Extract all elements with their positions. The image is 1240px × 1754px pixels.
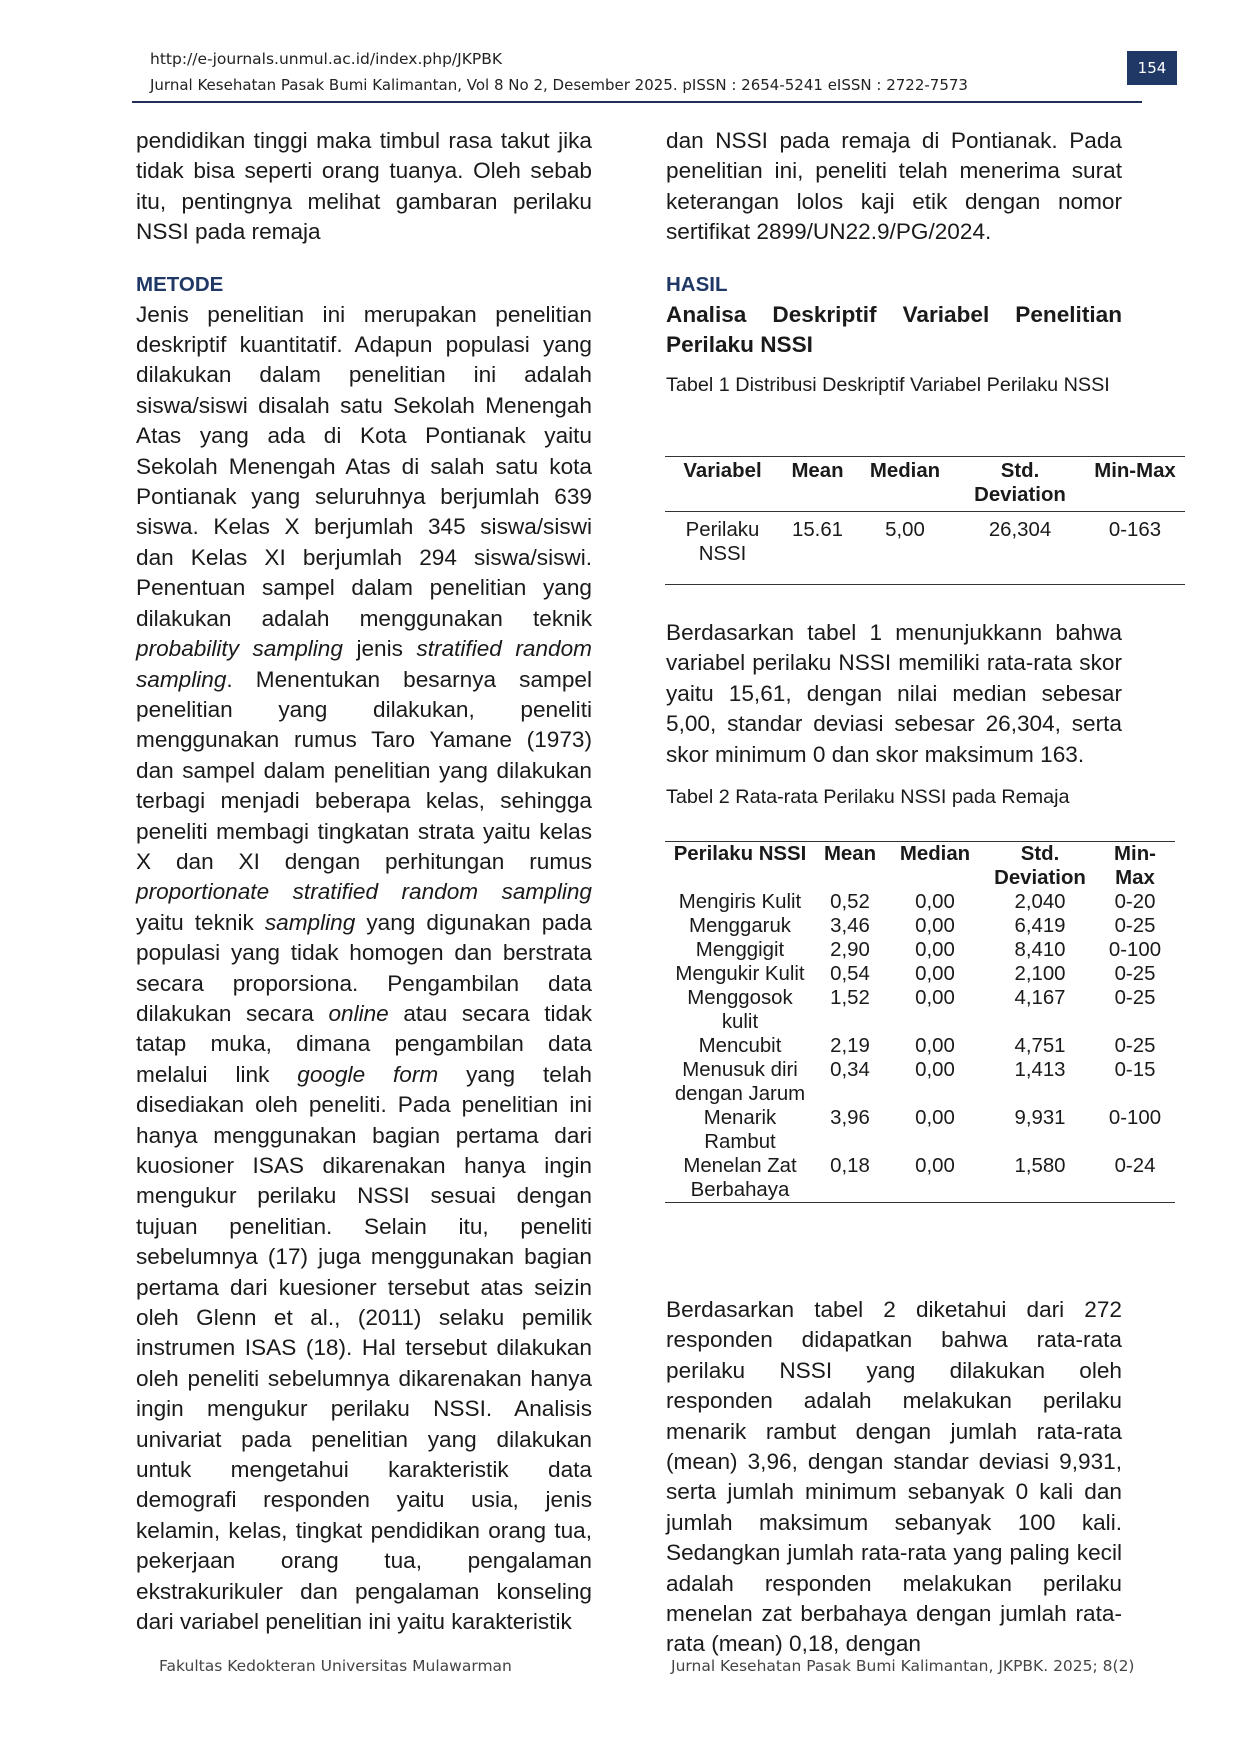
table-row: [665, 512, 1185, 585]
table-cell: 0-100: [1108, 1107, 1162, 1129]
ethics-paragraph: dan NSSI pada remaja di Pontianak. Pada penelitian ini, peneliti telah menerima surat keterangan lolos kaji etik dengan nomor sertifikat 2899/UN22.9/PG/2024.: [666, 128, 1122, 245]
table2-description: Berdasarkan tabel 2 diketahui dari 272 responden didapatkan bahwa rata-rata perilaku NSSI yang dilakukan oleh responden adalah melakukan perilaku menarik rambut dengan jumlah rata-rata (mean) 3,96, dengan standar deviasi 9,931, serta jumlah minimum sebanyak 0 kali dan jumlah maksimum sebanyak 100 kali. Sedangkan jumlah rata-rata yang paling kecil adalah responden melakukan perilaku menelan zat berbahaya dengan jumlah rata-rata (mean) 0,18, dengan: [666, 1297, 1122, 1657]
table-cell: 0-24: [1114, 1155, 1156, 1177]
table-cell: 1,580: [1014, 1155, 1066, 1177]
table1-header-cell: Variabel: [683, 460, 762, 482]
table-cell: Menggosok kulit: [687, 987, 793, 1033]
table-cell: 0,00: [915, 987, 955, 1009]
table-row: [665, 1154, 1175, 1203]
table-cell: 0-25: [1114, 1035, 1156, 1057]
table-cell: 0,00: [915, 963, 955, 985]
journal-citation: Jurnal Kesehatan Pasak Bumi Kalimantan, Vol 8 No 2, Desember 2025. pISSN : 2654-5241 eISSN : 2722-7573: [150, 76, 968, 94]
table-cell: 0-25: [1114, 987, 1156, 1009]
table2-header-cell: Std. Deviation: [994, 843, 1086, 889]
table-cell: 0-100: [1108, 939, 1162, 961]
table-cell: 4,751: [1014, 1035, 1066, 1057]
metode-heading: METODE: [136, 272, 224, 296]
table-cell: 0-20: [1114, 891, 1156, 913]
table-cell: 0,00: [915, 1059, 955, 1081]
table-cell: 0-25: [1114, 963, 1156, 985]
hasil-heading: HASIL: [666, 272, 728, 296]
table2-header-row: [665, 842, 1175, 891]
table-row: [665, 890, 1175, 914]
table-cell: 15.61: [791, 519, 844, 541]
left-column: [136, 126, 592, 1638]
table-2: [665, 841, 1175, 1203]
table1-caption: Tabel 1 Distribusi Deskriptif Variabel Perilaku NSSI: [666, 374, 1110, 397]
table-cell: Perilaku NSSI: [685, 519, 760, 565]
table1-header-row: [665, 457, 1185, 512]
table-cell: 0-15: [1114, 1059, 1156, 1081]
results-subheading: Analisa Deskriptif Variabel Penelitian Perilaku NSSI: [666, 301, 1122, 358]
table-cell: 1,413: [1014, 1059, 1066, 1081]
table-cell: 0,00: [915, 891, 955, 913]
table-cell: Menggaruk: [688, 915, 791, 937]
table-cell: 4,167: [1014, 987, 1066, 1009]
table1-header-cell: Mean: [791, 460, 844, 482]
table-cell: 9,931: [1014, 1107, 1066, 1129]
page-number: 154: [1137, 59, 1167, 77]
table-cell: Menarik Rambut: [703, 1107, 777, 1153]
right-column-bottom: [666, 1295, 1122, 1660]
table1-header-cell: Std. Deviation: [974, 460, 1066, 506]
right-column-middle: [666, 618, 1122, 811]
intro-paragraph: pendidikan tinggi maka timbul rasa takut jika tidak bisa seperti orang tuanya. Oleh sebab itu, pentingnya melihat gambaran perilaku NSSI pada remaja: [136, 128, 592, 245]
table-cell: 0,00: [915, 1107, 955, 1129]
table-cell: Menggigit: [695, 939, 785, 961]
table-cell: 3,96: [830, 1107, 870, 1129]
page-number-badge: [1127, 51, 1177, 85]
table2-caption: Tabel 2 Rata-rata Perilaku NSSI pada Remaja: [666, 786, 1070, 809]
table-cell: 0-25: [1114, 915, 1156, 937]
table-cell: 0,52: [830, 891, 870, 913]
table-cell: Mencubit: [698, 1035, 782, 1057]
table-cell: Menelan Zat Berbahaya: [683, 1155, 797, 1201]
table2-header-cell: Min-Max: [1114, 843, 1156, 889]
table-cell: Menusuk diri dengan Jarum: [674, 1059, 806, 1105]
table2-header-cell: Median: [899, 843, 971, 865]
table1-header-cell: Median: [869, 460, 941, 482]
table-cell: Mengiris Kulit: [678, 891, 802, 913]
table-cell: 0,00: [915, 1155, 955, 1177]
table-cell: 2,100: [1014, 963, 1066, 985]
table-cell: Mengukir Kulit: [675, 963, 805, 985]
footer-faculty: Fakultas Kedokteran Universitas Mulawarman: [159, 1657, 512, 1675]
table-1: [665, 456, 1185, 585]
table-cell: 3,46: [830, 915, 870, 937]
table-cell: 26,304: [988, 519, 1052, 541]
table-row: [665, 962, 1175, 986]
table-cell: 2,19: [830, 1035, 870, 1057]
table-cell: 0,54: [830, 963, 870, 985]
table-cell: 2,040: [1014, 891, 1066, 913]
table-cell: 2,90: [830, 939, 870, 961]
table2-header-cell: Perilaku NSSI: [673, 843, 807, 865]
table2-header-cell: Mean: [823, 843, 877, 865]
table-row: [665, 1034, 1175, 1058]
table1-description: Berdasarkan tabel 1 menunjukkann bahwa variabel perilaku NSSI memiliki rata-rata skor yaitu 15,61, dengan nilai median sebesar 5,00, standar deviasi sebesar 26,304, serta skor minimum 0 dan skor maksimum 163.: [666, 620, 1122, 767]
right-column: [666, 126, 1122, 399]
journal-url[interactable]: http://e-journals.unmul.ac.id/index.php/JKPBK: [150, 50, 503, 68]
table-cell: 5,00: [885, 519, 925, 541]
table-cell: 6,419: [1014, 915, 1066, 937]
table-row: [665, 1106, 1175, 1154]
table-cell: 0,00: [915, 1035, 955, 1057]
table-cell: 1,52: [830, 987, 870, 1009]
header-divider: [132, 101, 1142, 103]
table-cell: 8,410: [1014, 939, 1066, 961]
table-row: [665, 1058, 1175, 1106]
table-row: [665, 938, 1175, 962]
table-cell: 0-163: [1108, 519, 1162, 541]
table-row: [665, 986, 1175, 1034]
table-cell: 0,34: [830, 1059, 870, 1081]
table-cell: 0,00: [915, 939, 955, 961]
footer-citation: Jurnal Kesehatan Pasak Bumi Kalimantan, JKPBK. 2025; 8(2): [671, 1657, 1135, 1675]
table-cell: 0,00: [915, 915, 955, 937]
metode-paragraph: Jenis penelitian ini merupakan penelitian deskriptif kuantitatif. Adapun populasi yang dilakukan dalam penelitian ini adalah siswa/siswi disalah satu Sekolah Menengah Atas yang ada di Kota Pontianak yaitu Sekolah Menengah Atas di salah satu kota Pontianak yang seluruhnya berjumlah 639 siswa. Kelas X berjumlah 345 siswa/siswi dan Kelas XI berjumlah 294 siswa/siswi. Penentuan sampel dalam penelitian yang dilakukan adalah menggunakan teknik probability sampling jenis stratified random sampling. Menentukan besarnya sampel penelitian yang dilakukan, peneliti menggunakan rumus Taro Yamane (1973) dan sampel dalam penelitian yang dilakukan terbagi menjadi beberapa kelas, sehingga peneliti membagi tingkatan strata yaitu kelas X dan XI dengan perhitungan rumus proportionate stratified random sampling yaitu teknik sampling yang digunakan pada populasi yang tidak homogen dan berstrata secara proporsiona. Pengambilan data dilakukan secara online atau secara tidak tatap muka, dimana pengambilan data melalui link google form yang telah disediakan oleh peneliti. Pada penelitian ini hanya menggunakan bagian pertama dari kuosioner ISAS dikarenakan hanya ingin mengukur perilaku NSSI sesuai dengan tujuan penelitian. Selain itu, peneliti sebelumnya (17) juga menggunakan bagian pertama dari kuesioner tersebut atas seizin oleh Glenn et al., (2011) selaku pemilik instrumen ISAS (18). Hal tersebut dilakukan oleh peneliti sebelumnya dikarenakan hanya ingin mengukur perilaku NSSI. Analisis univariat pada penelitian yang dilakukan untuk mengetahui karakteristik data demografi responden yaitu usia, jenis kelamin, kelas, tingkat pendidikan orang tua, pekerjaan orang tua, pengalaman ekstrakurikuler dan pengalaman konseling dari variabel penelitian ini yaitu karakteristik: [136, 301, 592, 1635]
table-row: [665, 914, 1175, 938]
table-cell: 0,18: [830, 1155, 870, 1177]
table1-header-cell: Min-Max: [1094, 460, 1176, 482]
